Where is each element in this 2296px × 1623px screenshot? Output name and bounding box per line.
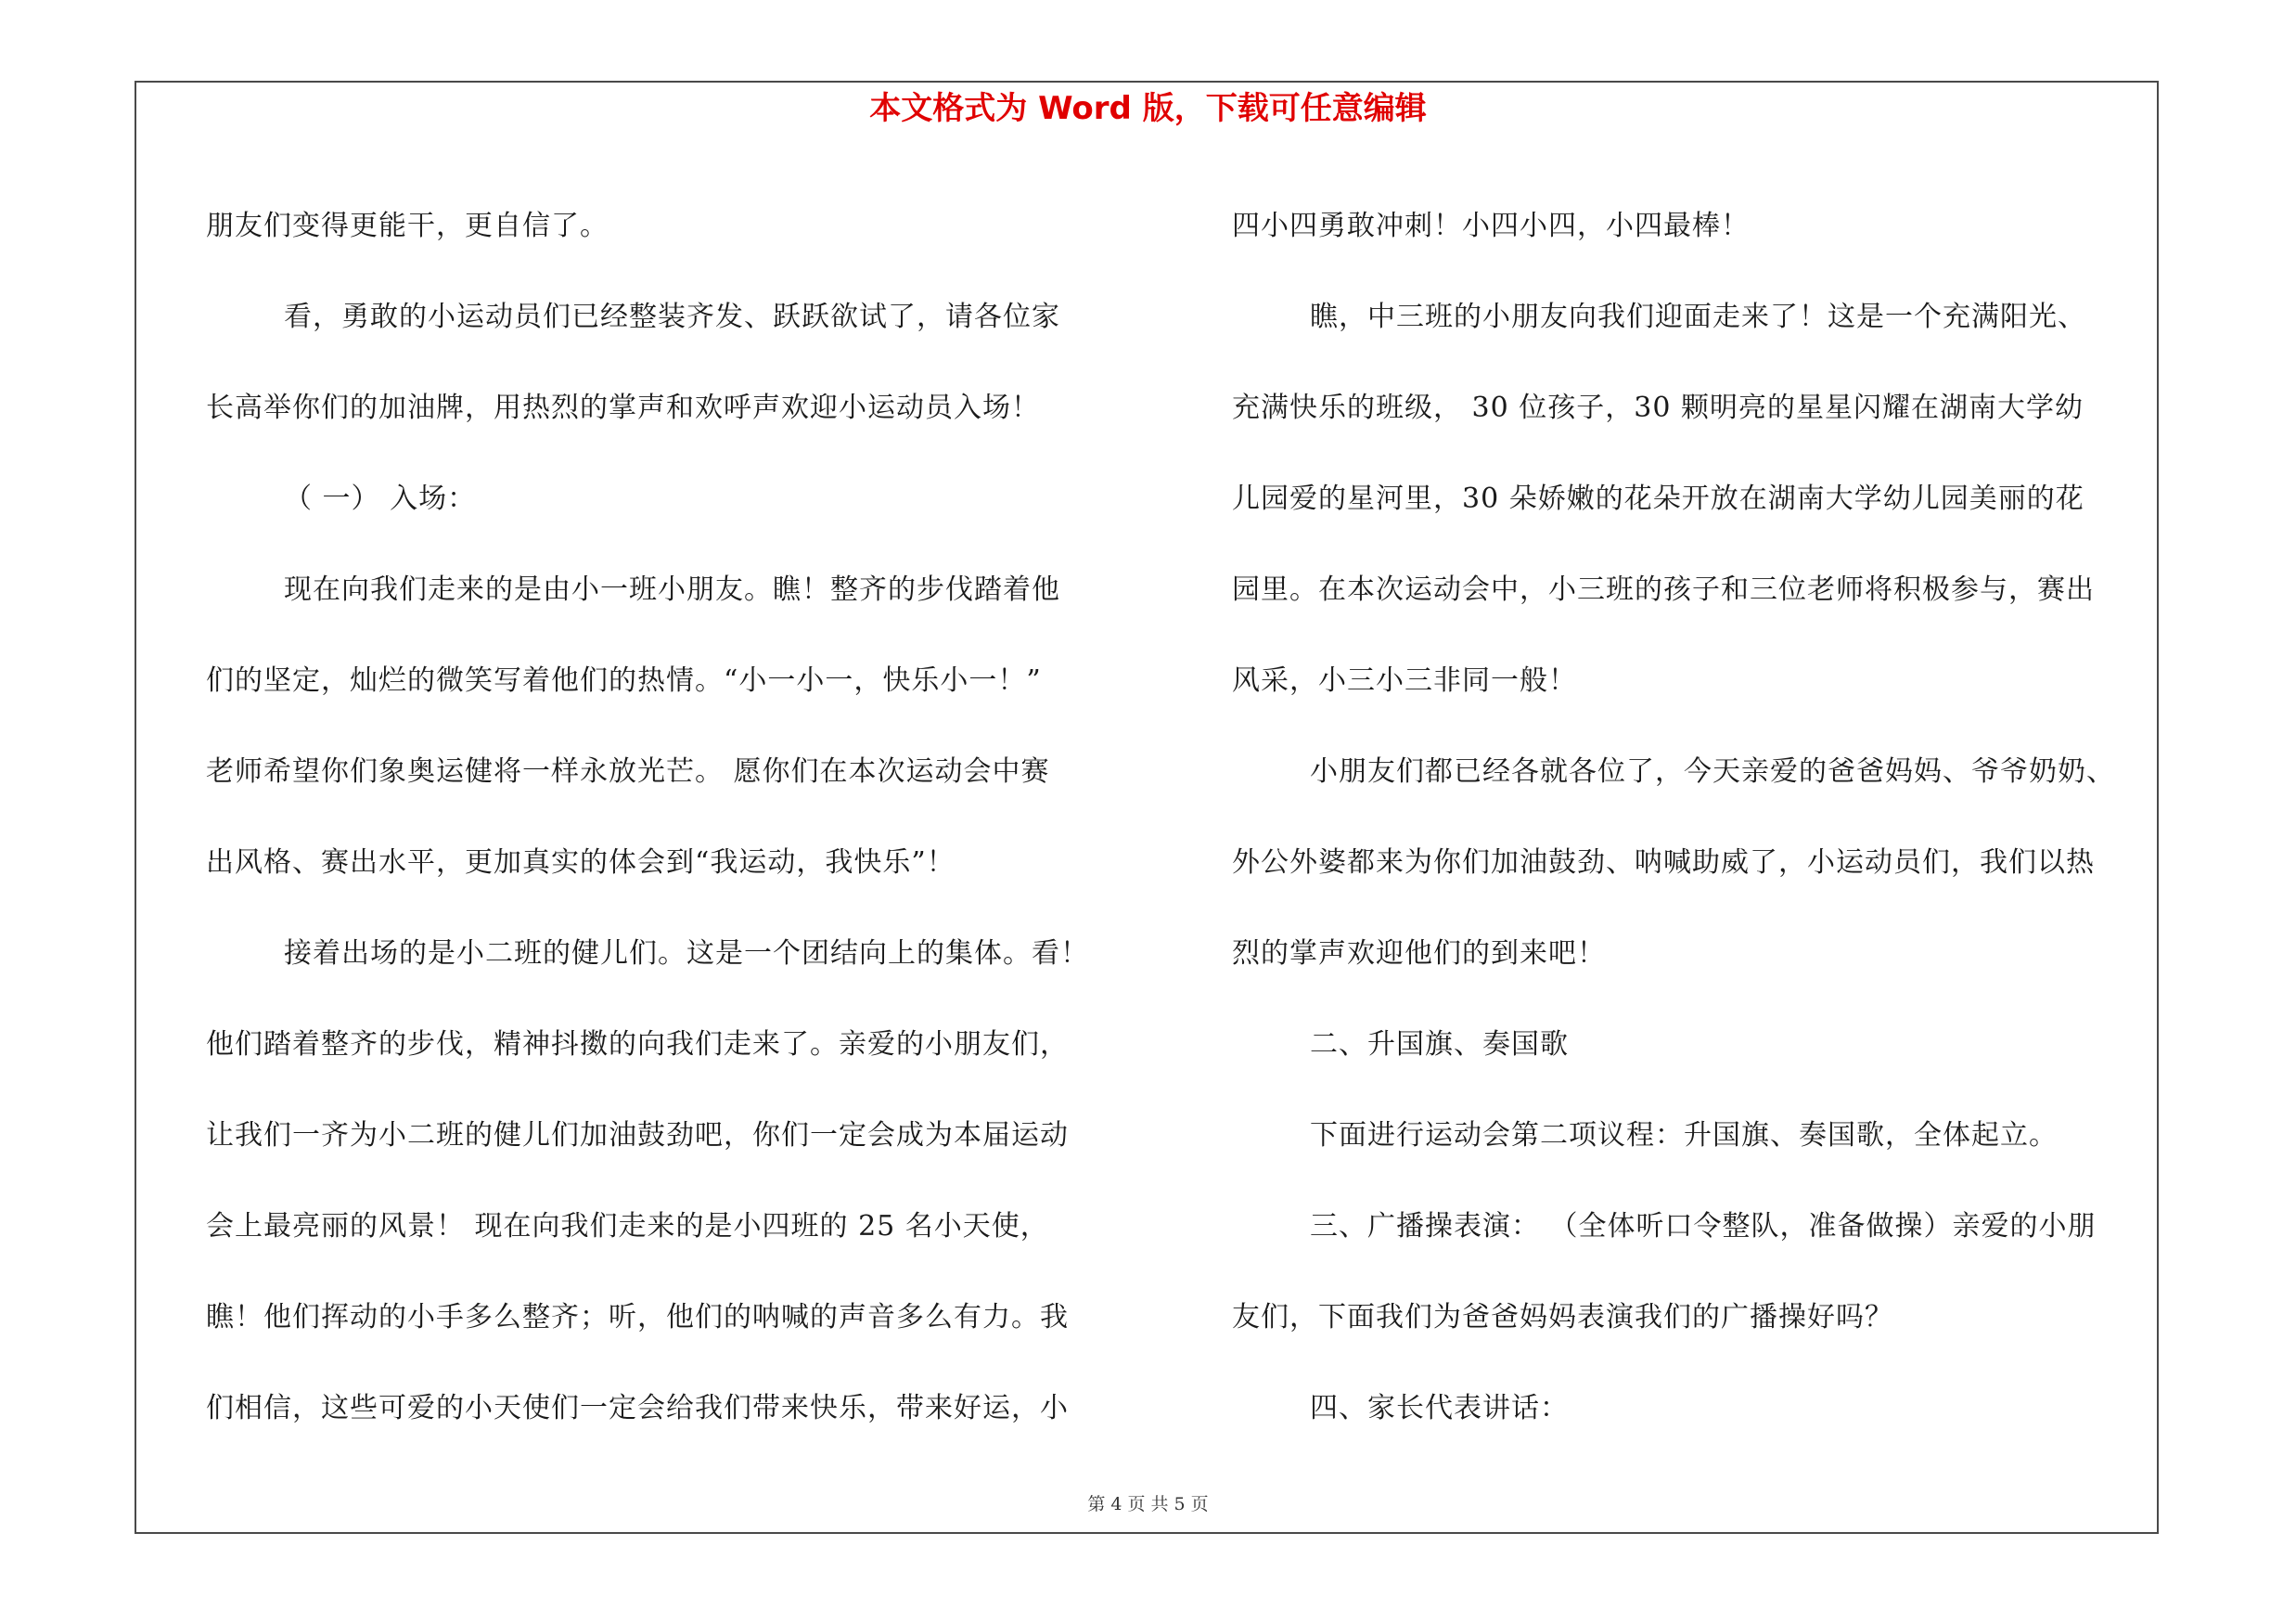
text-line: 瞧，中三班的小朋友向我们迎面走来了！这是一个充满阳光、: [1310, 301, 2086, 333]
text-line: 长高举你们的加油牌，用热烈的掌声和欢呼声欢迎小运动员入场！: [206, 392, 1040, 424]
section-heading: 二、升国旗、奏国歌: [1310, 1028, 1569, 1061]
text-line: 他们踏着整齐的步伐，精神抖擞的向我们走来了。亲爱的小朋友们，: [206, 1028, 1069, 1061]
text-line: 老师希望你们象奥运健将一样永放光芒。 愿你们在本次运动会中赛: [206, 755, 1050, 788]
text-line: 接着出场的是小二班的健儿们。这是一个团结向上的集体。看！: [284, 937, 1089, 970]
right-text-column: [1232, 181, 2169, 1454]
text-line: 外公外婆都来为你们加油鼓劲、呐喊助威了，小运动员们，我们以热: [1232, 846, 2095, 879]
text-line: 烈的掌声欢迎他们的到来吧！: [1232, 937, 1606, 970]
text-line: 友们，下面我们为爸爸妈妈表演我们的广播操好吗？: [1232, 1301, 1893, 1333]
text-line: 朋友们变得更能干，更自信了。: [206, 210, 609, 242]
text-line: 下面进行运动会第二项议程：升国旗、奏国歌，全体起立。: [1310, 1119, 2058, 1152]
text-line: 瞧！他们挥动的小手多么整齐；听，他们的呐喊的声音多么有力。我: [206, 1301, 1069, 1333]
text-line: 充满快乐的班级， 30 位孩子，30 颗明亮的星星闪耀在湖南大学幼: [1232, 392, 2084, 424]
section-heading: （ 一） 入场：: [284, 483, 477, 515]
text-line: 出风格、赛出水平，更加真实的体会到“我运动，我快乐”！: [206, 846, 956, 879]
text-line: 们相信，这些可爱的小天使们一定会给我们带来快乐，带来好运，小: [206, 1392, 1069, 1424]
text-line: 看，勇敢的小运动员们已经整装齐发、跃跃欲试了，请各位家: [284, 301, 1060, 333]
section-heading: 四、家长代表讲话：: [1310, 1392, 1569, 1424]
text-line: 小朋友们都已经各就各位了，今天亲爱的爸爸妈妈、爷爷奶奶、: [1310, 755, 2115, 788]
editable-notice-banner: 本文格式为 Word 版，下载可任意编辑: [869, 90, 1427, 127]
section-heading: 三、广播操表演： （全体听口令整队，准备做操）亲爱的小朋: [1310, 1210, 2097, 1243]
page-number-footer: 第 4 页 共 5 页: [1087, 1494, 1209, 1514]
text-line: 现在向我们走来的是由小一班小朋友。瞧！整齐的步伐踏着他: [284, 573, 1060, 606]
text-line: 儿园爱的星河里，30 朵娇嫩的花朵开放在湖南大学幼儿园美丽的花: [1232, 483, 2084, 515]
left-text-column: [206, 181, 1143, 1454]
text-line: 让我们一齐为小二班的健儿们加油鼓劲吧，你们一定会成为本届运动: [206, 1119, 1069, 1152]
text-line: 园里。在本次运动会中，小三班的孩子和三位老师将积极参与，赛出: [1232, 573, 2095, 606]
text-line: 们的坚定，灿烂的微笑写着他们的热情。“小一小一，快乐小一！”: [206, 664, 1042, 697]
text-line: 会上最亮丽的风景！ 现在向我们走来的是小四班的 25 名小天使，: [206, 1210, 1049, 1243]
text-line: 四小四勇敢冲刺！小四小四，小四最棒！: [1232, 210, 1750, 242]
text-line: 风采，小三小三非同一般！: [1232, 664, 1577, 697]
